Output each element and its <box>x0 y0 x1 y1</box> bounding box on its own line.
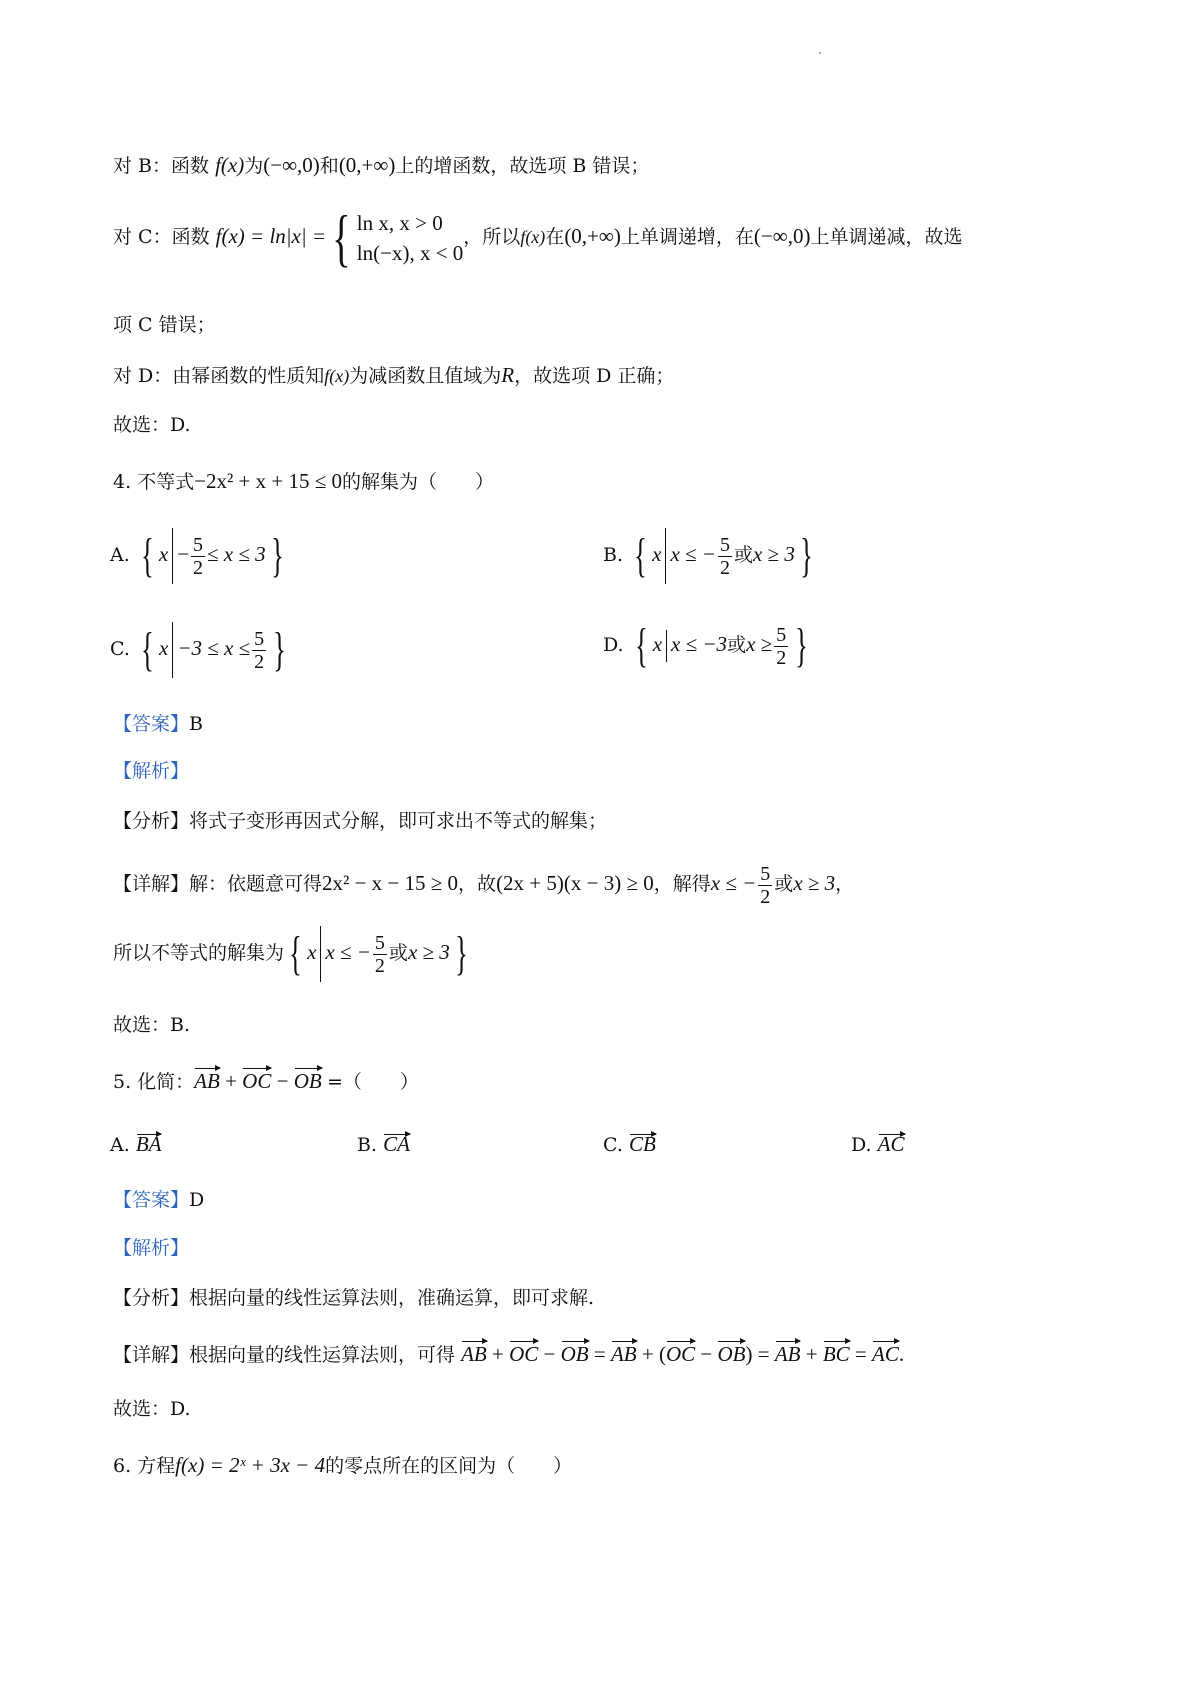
q4-pick: 故选：B. <box>113 1014 191 1036</box>
q4-solution-set: 所以不等式的解集为 { x x ≤ − $\frac{5}{2}$ 或x ≥ 3 } <box>113 927 468 980</box>
q5-pick: 故选：D. <box>113 1398 191 1420</box>
q4-option-a: A. { x − $\frac{5}{2}$ ≤ x ≤ 3 } <box>110 529 284 582</box>
q5-stem: 5. 化简：AB + OC − OB =（ ） <box>113 1066 419 1097</box>
q3-pick: 故选：D. <box>113 414 191 436</box>
q5-jiexi: 【解析】 <box>113 1237 190 1259</box>
q5-option-c: C. CB <box>603 1132 656 1156</box>
q3-option-b-analysis: 对 B：函数 f(x)为(−∞,0)和(0,+∞)上的增函数，故选项 B 错误； <box>113 153 650 177</box>
q4-fenxi: 【分析】将式子变形再因式分解，即可求出不等式的解集； <box>113 810 608 832</box>
q5-option-b: B. CA <box>357 1132 410 1156</box>
q4-answer: 【答案】B <box>113 713 203 735</box>
q6-stem: 6. 方程f(x) = 2ˣ + 3x − 4的零点所在的区间为（ ） <box>113 1453 573 1477</box>
q3-option-c-continued: 项 C 错误； <box>113 314 216 336</box>
q4-jiexi: 【解析】 <box>113 760 190 782</box>
q3-option-d-analysis: 对 D：由幂函数的性质知f(x)为减函数且值域为R，故选项 D 正确； <box>113 363 675 387</box>
page-mark <box>819 52 821 54</box>
q4-stem: 4. 不等式−2x² + x + 15 ≤ 0的解集为（ ） <box>113 469 495 493</box>
q5-fenxi: 【分析】根据向量的线性运算法则，准确运算，即可求解. <box>113 1287 595 1309</box>
q5-option-d: D. AC <box>851 1132 905 1156</box>
q5-option-a: A. BA <box>110 1132 162 1156</box>
q4-option-c: C. { x −3 ≤ x ≤ $\frac{5}{2}$ } <box>110 623 286 676</box>
q4-option-b: B. { x x ≤ − $\frac{5}{2}$ 或x ≥ 3 } <box>603 529 813 582</box>
q5-xiangjie: 【详解】根据向量的线性运算法则，可得 AB + OC − OB = AB + (OC − OB) = AB + BC = AC. <box>113 1339 904 1370</box>
q4-option-d: D. { x x ≤ −3或x ≥ $\frac{5}{2}$ } <box>603 619 809 672</box>
q3-option-c-analysis: 对 C：函数 f(x) = ln|x| ={ ln x, x > 0 ln(−x), x < 0，所以f(x)在(0,+∞)上单调递增，在(−∞,0)上单调递减，故选 <box>113 202 963 273</box>
q5-answer: 【答案】D <box>113 1189 205 1211</box>
q4-xiangjie: 【详解】解：依题意可得2x² − x − 15 ≥ 0，故(2x + 5)(x − 3) ≥ 0，解得x ≤ − $\frac{5}{2}$ 或x ≥ 3， <box>113 862 855 908</box>
